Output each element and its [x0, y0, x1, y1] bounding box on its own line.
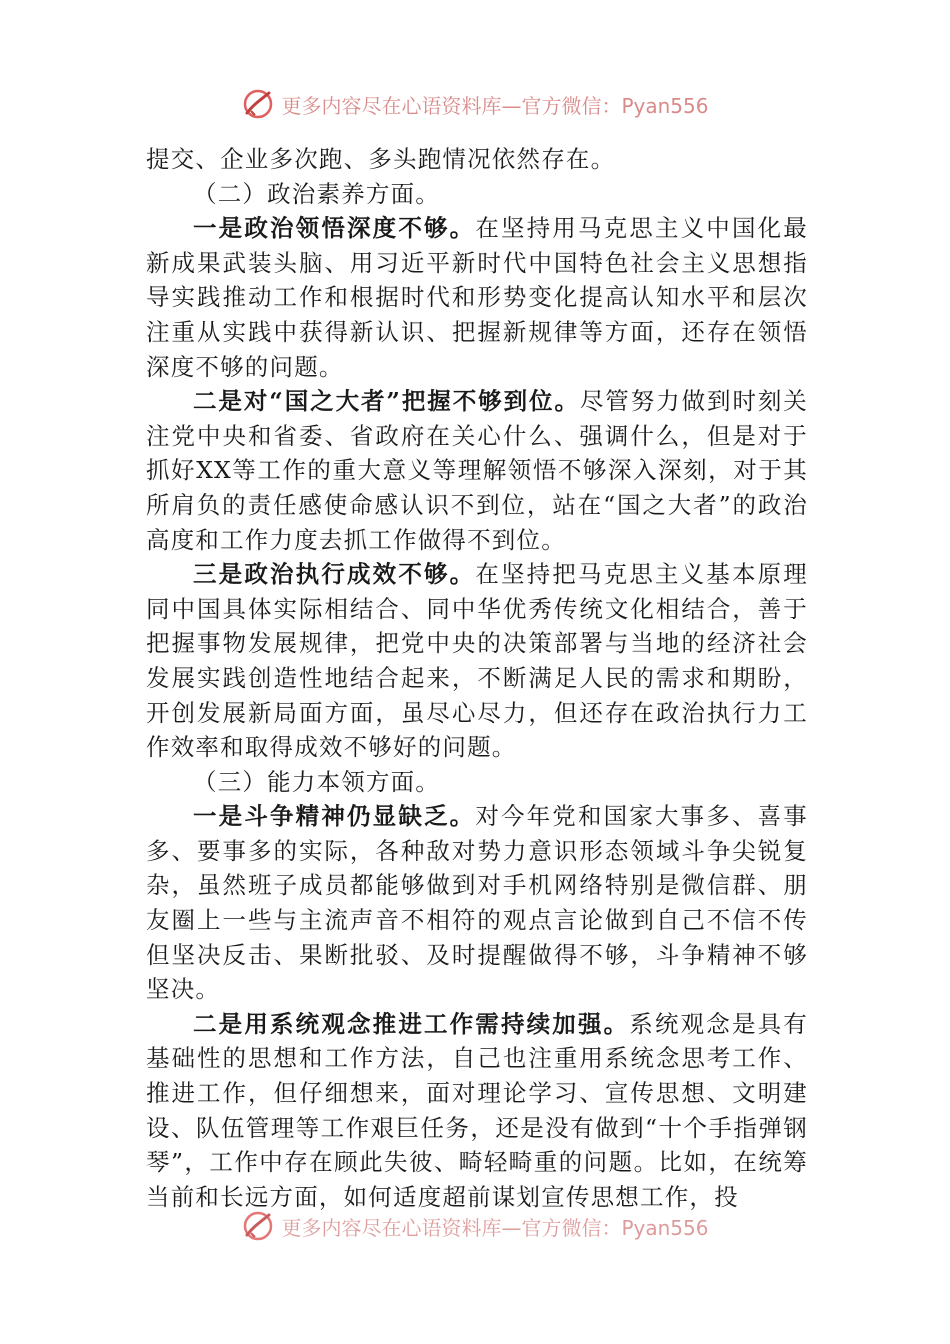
paragraph-ability-1 — [146, 799, 808, 1007]
watermark-text: 更多内容尽在心语资料库—官方微信：Pyan556 — [281, 93, 709, 118]
document-body — [146, 142, 808, 1214]
section-heading-ability: （三）能力本领方面。 — [193, 767, 440, 796]
pen-logo-icon — [241, 1209, 275, 1243]
paragraph-body: 在坚持用马克思主义中国化最新成果武装头脑、用习近平新时代中国特色社会主义思想指导实践推动工作和根据时代和形势变化提高认知水平和层次注重从实践中获得新认识、把握新规律等方面，还存在领悟深度不够的问题。 — [146, 214, 808, 381]
paragraph-lead: 二是用系统观念推进工作需持续加强。 — [193, 1009, 630, 1038]
paragraph-lead: 二是对“国之大者”把握不够到位。 — [193, 387, 580, 416]
paragraph-lead: 一是斗争精神仍显缺乏。 — [193, 802, 476, 831]
paragraph-body: 对今年党和国家大事多、喜事多、要事多的实际，各种敌对势力意识形态领域斗争尖锐复杂，虽然班子成员都能够做到对手机网络特别是微信群、朋友圈上一些与主流声音不相符的观点言论做到自己不信不传但坚决反击、果断批驳、及时提醒做得不够，斗争精神不够坚决。 — [146, 802, 808, 1004]
paragraph-lead: 一是政治领悟深度不够。 — [193, 214, 476, 243]
watermark-text: 更多内容尽在心语资料库—官方微信：Pyan556 — [281, 1215, 709, 1240]
pen-logo-icon — [241, 87, 275, 121]
paragraph-political-3 — [146, 557, 808, 765]
section-heading-political: （二）政治素养方面。 — [193, 179, 440, 208]
paragraph-continuation: 提交、企业多次跑、多头跑情况依然存在。 — [146, 145, 616, 173]
paragraph-body: 在坚持把马克思主义基本原理同中国具体实际相结合、同中华优秀传统文化相结合，善于把握事物发展规律，把党中央的决策部署与当地的经济社会发展实践创造性地结合起来，不断满足人民的需求和期盼，开创发展新局面方面，虽尽心尽力，但还存在政治执行力工作效率和取得成效不够好的问题。 — [146, 560, 808, 762]
paragraph-political-1 — [146, 211, 808, 384]
paragraph-ability-2 — [146, 1007, 808, 1215]
paragraph-body: 系统观念是具有基础性的思想和工作方法，自己也注重用系统念思考工作、推进工作，但仔细想来，面对理论学习、宣传思想、文明建设、队伍管理等工作艰巨任务，还是没有做到“十个手指弹钢琴”，工作中存在顾此失彼、畸轻畸重的问题。比如，在统筹当前和长远方面，如何适度超前谋划宣传思想工作，投 — [146, 1009, 809, 1211]
header-watermark — [0, 84, 950, 124]
footer-watermark — [0, 1206, 950, 1246]
paragraph-lead: 三是政治执行成效不够。 — [193, 560, 476, 589]
paragraph-political-2 — [146, 384, 808, 557]
paragraph-body: 尽管努力做到时刻关注党中央和省委、省政府在关心什么、强调什么，但是对于抓好XX等工作的重大意义等理解领悟不够深入深刻，对于其所肩负的责任感使命感认识不到位，站在“国之大者”的政治高度和工作力度去抓工作做得不到位。 — [146, 387, 808, 554]
